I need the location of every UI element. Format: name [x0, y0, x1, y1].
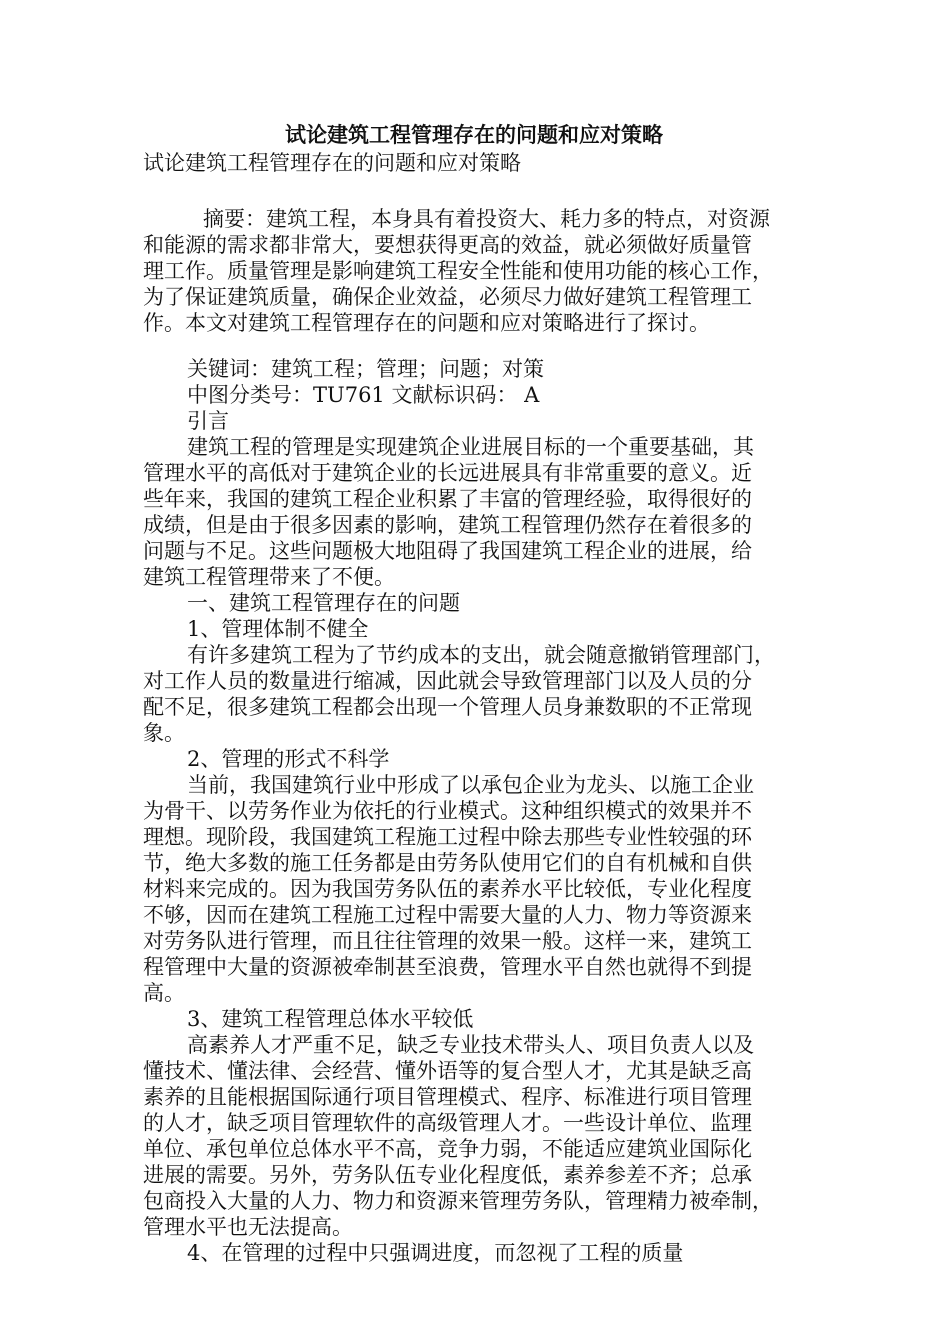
body-line: 程管理中大量的资源被牵制甚至浪费，管理水平自然也就得不到提 [143, 955, 752, 979]
abstract-paragraph [143, 206, 805, 336]
body-line: 高素养人才严重不足，缺乏专业技术带头人、项目负责人以及 [187, 1033, 754, 1057]
body-line: 有许多建筑工程为了节约成本的支出，就会随意撤销管理部门， [187, 643, 775, 667]
spacer [143, 176, 805, 206]
keywords: 关键词：建筑工程；管理；问题；对策 [187, 357, 544, 381]
body-line: 象。 [143, 721, 185, 745]
body-line: 素养的且能根据国际通行项目管理模式、程序、标准进行项目管理 [143, 1085, 752, 1109]
body-line: 懂技术、懂法律、会经营、懂外语等的复合型人才，尤其是缺乏高 [143, 1059, 752, 1083]
intro-line: 问题与不足。这些问题极大地阻碍了我国建筑工程企业的进展，给 [143, 539, 752, 563]
body-line: 管理水平也无法提高。 [143, 1215, 353, 1239]
body-line: 为骨干、以劳务作业为依托的行业模式。这种组织模式的效果并不 [143, 799, 752, 823]
body-line: 不够，因而在建筑工程施工过程中需要大量的人力、物力等资源来 [143, 903, 752, 927]
abstract-line: 和能源的需求都非常大，要想获得更高的效益，就必须做好质量管 [143, 233, 752, 257]
intro-line: 管理水平的高低对于建筑企业的长远进展具有非常重要的意义。近 [143, 461, 752, 485]
intro-heading: 引言 [187, 409, 229, 433]
body-line: 对劳务队进行管理，而且往往管理的效果一般。这样一来，建筑工 [143, 929, 752, 953]
document-page [143, 120, 805, 1266]
body-line: 高。 [143, 981, 185, 1005]
body-line: 包商投入大量的人力、物力和资源来管理劳务队，管理精力被牵制， [143, 1189, 773, 1213]
section-heading: 一、建筑工程管理存在的问题 [187, 591, 460, 615]
abstract-line: 理工作。质量管理是影响建筑工程安全性能和使用功能的核心工作， [143, 259, 773, 283]
body-paragraph [143, 772, 805, 1006]
subsection-heading: 2、管理的形式不科学 [187, 747, 390, 771]
document-subtitle: 试论建筑工程管理存在的问题和应对策略 [143, 151, 521, 175]
body-paragraph [143, 1032, 805, 1240]
body-line: 当前，我国建筑行业中形成了以承包企业为龙头、以施工企业 [187, 773, 754, 797]
classification-code: 中图分类号：TU761 文献标识码： A [187, 383, 540, 407]
spacer [143, 336, 805, 356]
subsection-heading: 3、建筑工程管理总体水平较低 [187, 1007, 474, 1031]
body-line: 的人才，缺乏项目管理软件的高级管理人才。一些设计单位、监理 [143, 1111, 752, 1135]
abstract-line: 为了保证建筑质量，确保企业效益，必须尽力做好建筑工程管理工 [143, 285, 752, 309]
document-title: 试论建筑工程管理存在的问题和应对策略 [285, 122, 663, 147]
subsection-heading: 4、在管理的过程中只强调进度，而忽视了工程的质量 [187, 1241, 684, 1265]
body-line: 节，绝大多数的施工任务都是由劳务队使用它们的自有机械和自供 [143, 851, 752, 875]
body-line: 配不足，很多建筑工程都会出现一个管理人员身兼数职的不正常现 [143, 695, 752, 719]
body-line: 理想。现阶段，我国建筑工程施工过程中除去那些专业性较强的环 [143, 825, 752, 849]
intro-line: 建筑工程管理带来了不便。 [143, 565, 395, 589]
intro-line: 些年来，我国的建筑工程企业积累了丰富的管理经验，取得很好的 [143, 487, 752, 511]
abstract-line: 摘要：建筑工程，本身具有着投资大、耗力多的特点，对资源 [203, 207, 770, 231]
body-line: 对工作人员的数量进行缩减，因此就会导致管理部门以及人员的分 [143, 669, 752, 693]
abstract-line: 作。本文对建筑工程管理存在的问题和应对策略进行了探讨。 [143, 311, 710, 335]
body-line: 材料来完成的。因为我国劳务队伍的素养水平比较低，专业化程度 [143, 877, 752, 901]
body-line: 单位、承包单位总体水平不高，竞争力弱，不能适应建筑业国际化 [143, 1137, 752, 1161]
subsection-heading: 1、管理体制不健全 [187, 617, 369, 641]
intro-paragraph [143, 434, 805, 590]
body-line: 进展的需要。另外，劳务队伍专业化程度低，素养参差不齐；总承 [143, 1163, 752, 1187]
intro-line: 成绩，但是由于很多因素的影响，建筑工程管理仍然存在着很多的 [143, 513, 752, 537]
body-paragraph [143, 642, 805, 746]
intro-line: 建筑工程的管理是实现建筑企业进展目标的一个重要基础，其 [187, 435, 754, 459]
